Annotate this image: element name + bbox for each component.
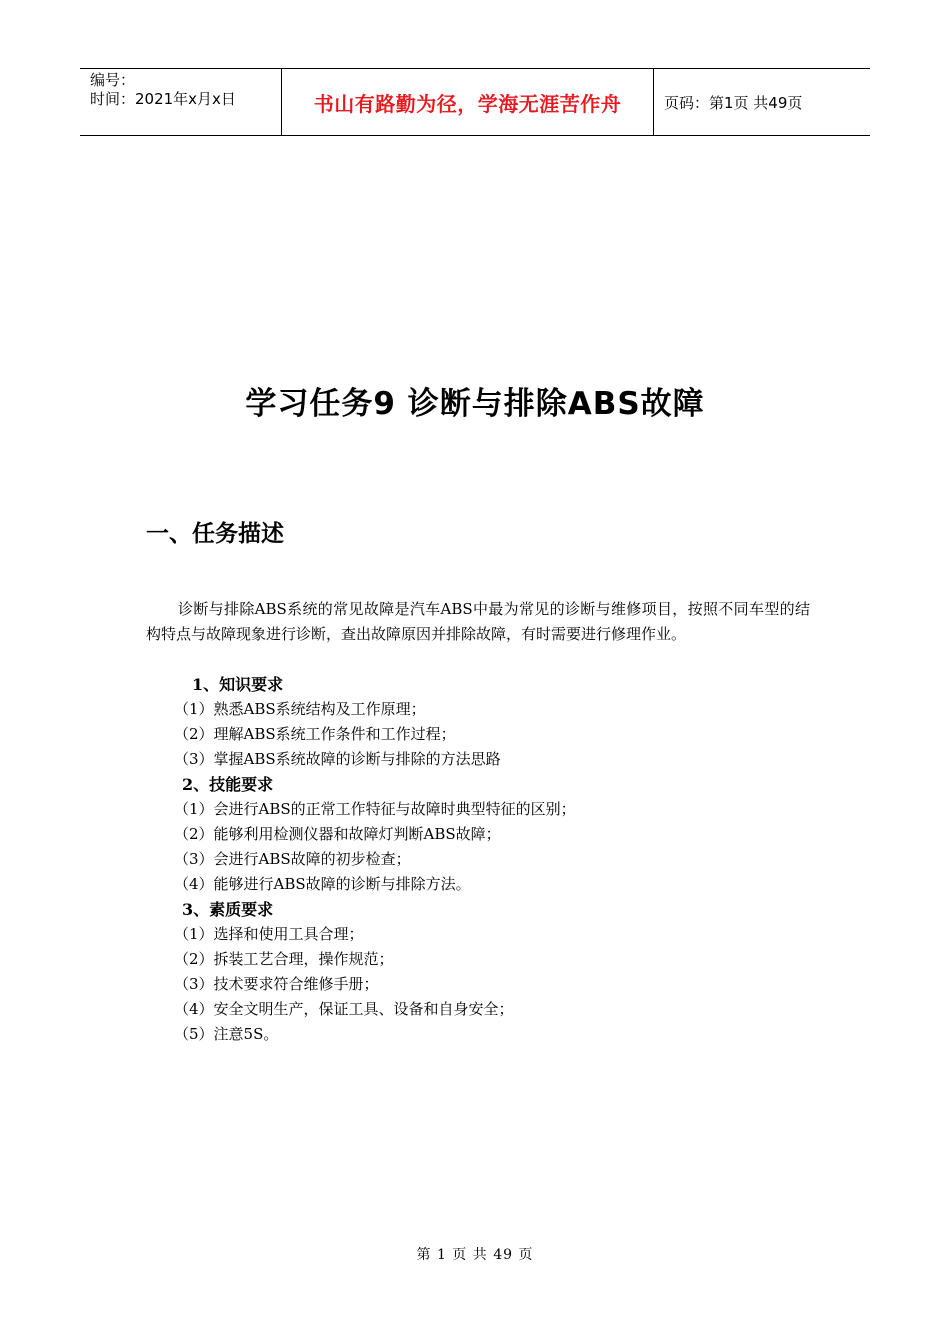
- requirement-group-knowledge: [192, 672, 832, 697]
- header-meta-cell: [80, 69, 282, 135]
- list-item: （2）拆装工艺合理，操作规范；: [174, 950, 394, 968]
- list-item: （1）选择和使用工具合理；: [174, 925, 364, 943]
- header-page-info: 页码：第1页 共49页: [664, 93, 803, 112]
- document-number-label: 编号：: [90, 71, 136, 89]
- document-date-label: 时间：2021年x月x日: [90, 90, 236, 108]
- document-title: 学习任务9 诊断与排除ABS故障: [245, 386, 705, 422]
- list-item: （3）技术要求符合维修手册；: [174, 975, 379, 993]
- list-item: （5）注意5S。: [174, 1025, 279, 1043]
- list-item: （1）会进行ABS的正常工作特征与故障时典型特征的区别；: [174, 800, 576, 818]
- page-header: [80, 68, 870, 136]
- list-item: （3）掌握ABS系统故障的诊断与排除的方法思路: [174, 750, 501, 768]
- list-item: （4）安全文明生产，保证工具、设备和自身安全；: [174, 1000, 514, 1018]
- requirement-items-skills: [174, 797, 814, 897]
- requirement-group-qualities: [182, 897, 822, 922]
- list-item: （4）能够进行ABS故障的诊断与排除方法。: [174, 875, 471, 893]
- list-item: （1）熟悉ABS系统结构及工作原理；: [174, 700, 426, 718]
- requirement-group-skills: [182, 772, 822, 797]
- requirement-items-knowledge: [174, 697, 814, 772]
- list-item: （2）理解ABS系统工作条件和工作过程；: [174, 725, 456, 743]
- requirement-title: 1、知识要求: [192, 675, 284, 694]
- page-footer: 第 1 页 共 49 页: [416, 1247, 534, 1263]
- section-intro-paragraph: 诊断与排除ABS系统的常见故障是汽车ABS中最为常见的诊断与维修项目，按照不同车型的结构特点与故障现象进行诊断，查出故障原因并排除故障，有时需要进行修理作业。: [146, 600, 810, 643]
- section-heading: 一、任务描述: [146, 521, 284, 547]
- list-item: （3）会进行ABS故障的初步检查；: [174, 850, 411, 868]
- requirement-items-qualities: [174, 922, 814, 1047]
- requirement-title: 2、技能要求: [182, 775, 274, 794]
- requirement-title: 3、素质要求: [182, 900, 274, 919]
- list-item: （2）能够利用检测仪器和故障灯判断ABS故障；: [174, 825, 501, 843]
- header-motto: 书山有路勤为径，学海无涯苦作舟: [282, 69, 654, 135]
